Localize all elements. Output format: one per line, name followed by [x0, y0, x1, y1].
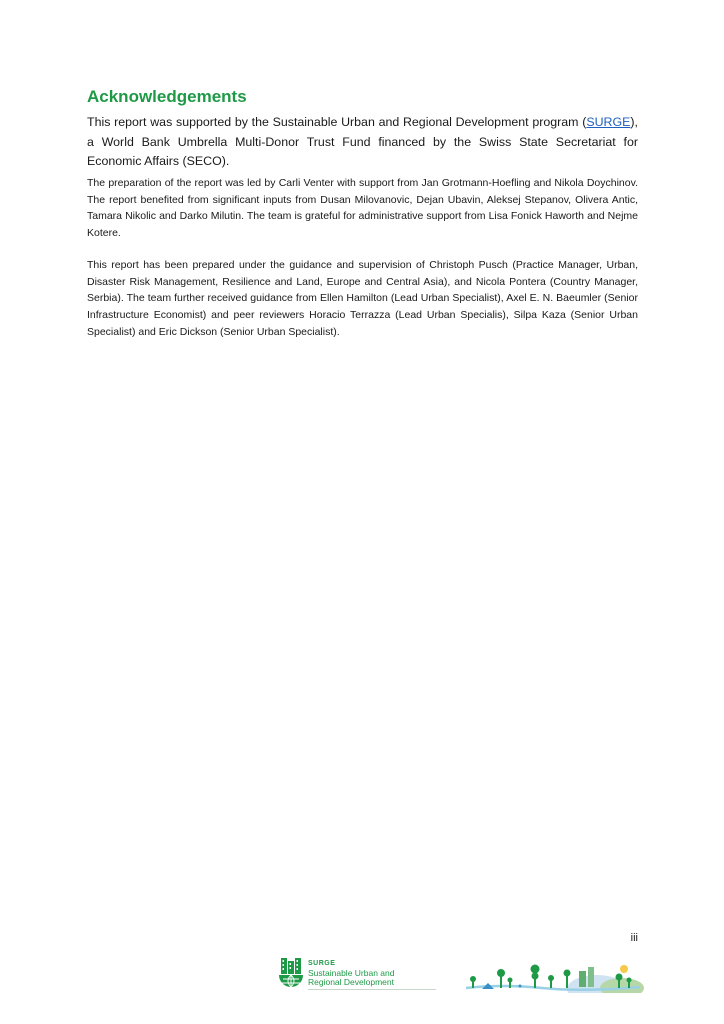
surge-link[interactable]: SURGE [586, 115, 631, 129]
surge-logo [278, 956, 458, 992]
logo-text [308, 959, 394, 988]
funding-paragraph [87, 113, 638, 172]
funding-text-before: This report was supported by the Sustainable Urban and Regional Development program ( [87, 115, 587, 129]
logo-brand: SURGE [308, 960, 336, 967]
logo-divider [308, 989, 436, 990]
page-title: Acknowledgements [87, 87, 247, 106]
team-paragraph: The preparation of the report was led by Carli Venter with support from Jan Grotmann-Hoefling and Nikola Doychinov. The report benefited from significant inputs from Dusan Milovanovic, Dejan Ubavin, Aleksej Stepanov, Olivera Antic, Tamara Nikolic and Darko Milutin. The team is grateful for administrative support from Lisa Fonick Haworth and Nejme Kotere. [87, 177, 638, 240]
page-number: iii [630, 932, 638, 944]
building-globe-icon [278, 956, 304, 990]
green-landscape-illustration [462, 955, 644, 993]
funding-text-after: ), a World Bank Umbrella Multi-Donor Trust Fund financed by the Swiss State Secretariat for Economic Affairs (SECO). [87, 115, 638, 168]
logo-name-line1: Sustainable Urban and [308, 967, 395, 978]
logo-name-line2: Regional Development [308, 977, 394, 987]
guidance-paragraph: This report has been prepared under the guidance and supervision of Christoph Pusch (Practice Manager, Urban, Disaster Risk Management, Resilience and Land, Europe and Central Asia), and Nicola Pontera (Country Manager, Serbia). The team further received guidance from Ellen Hamilton (Lead Urban Specialist), Axel E. N. Baeumler (Senior Infrastructure Economist) and peer reviewers Horacio Terrazza (Lead Urban Specialis), Silpa Kaza (Senior Urban Specialist) and Eric Dickson (Senior Urban Specialist). [87, 259, 638, 338]
